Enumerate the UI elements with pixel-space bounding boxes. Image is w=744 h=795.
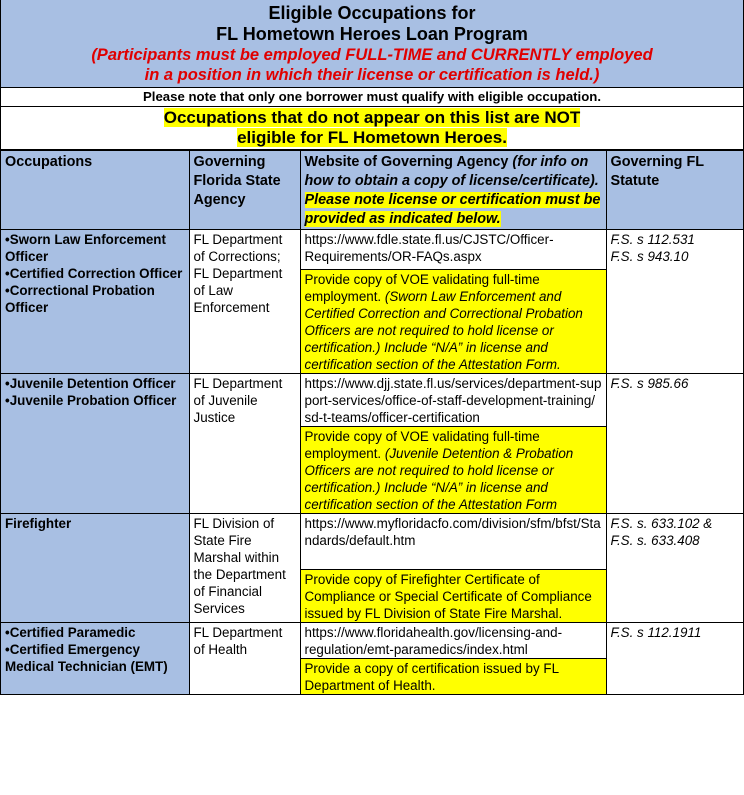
subtitle-line-2: in a position in which their license or certification is held.)	[144, 66, 600, 84]
website-header-highlight: Please note license or certification must be provided as indicated below.	[304, 192, 601, 227]
website-cell	[300, 230, 606, 374]
requirement-note	[301, 269, 606, 373]
occupation-item: •Juvenile Probation Officer	[5, 393, 177, 408]
col-header-website	[300, 151, 606, 230]
title-line-1: Eligible Occupations for	[268, 3, 476, 23]
table-row	[1, 623, 743, 695]
statute-item: F.S. s. 633.408	[610, 533, 700, 548]
requirement-text: Provide a copy of certification issued by FL Department of Health.	[304, 661, 559, 693]
statute-item: F.S. s 112.1911	[610, 625, 702, 640]
requirement-note	[301, 658, 606, 694]
website-header-bold: Website of Governing Agency	[304, 154, 509, 170]
table-row	[1, 374, 743, 514]
requirement-italic-text: (Juvenile Detention & Probation Officers are not required to hold license or certification.) Include “N/A” in license and certification section of the Attestation Form	[304, 446, 574, 512]
statute-cell	[606, 230, 743, 374]
statute-cell	[606, 514, 743, 623]
title-band	[1, 0, 743, 88]
title-line-2: FL Hometown Heroes Loan Program	[216, 24, 528, 44]
agency-cell: FL Department of Juvenile Justice	[189, 374, 300, 514]
table-header-row	[1, 151, 743, 230]
statute-item: F.S. s 943.10	[610, 249, 689, 264]
agency-cell: FL Department of Health	[189, 623, 300, 695]
website-cell	[300, 623, 606, 695]
subtitle-line-1: (Participants must be employed FULL-TIME and CURRENTLY employed	[91, 46, 653, 64]
requirement-text: Provide copy of VOE validating full-time employment.	[304, 272, 540, 304]
statute-cell	[606, 623, 743, 695]
requirement-text: Provide copy of Firefighter Certificate of Compliance or Special Certificate of Compliance issued by FL Division of State Fire Marshal.	[304, 572, 592, 621]
statute-item: F.S. s 112.531	[610, 232, 695, 247]
agency-url-link[interactable]: https://www.fdle.state.fl.us/CJSTC/Officer-Requirements/OR-FAQs.aspx	[304, 232, 554, 264]
agency-url-link[interactable]: https://www.floridahealth.gov/licensing-and-regulation/emt-paramedics/index.html	[304, 625, 563, 657]
col-header-statute: Governing FL Statute	[606, 151, 743, 230]
website-cell	[300, 374, 606, 514]
occupations-table	[1, 150, 743, 695]
agency-url-link[interactable]: https://www.djj.state.fl.us/services/department-support-services/office-of-staff-development-training/sd-t-teams/officer-certification	[304, 376, 602, 425]
agency-url-link[interactable]: https://www.myfloridacfo.com/division/sfm/bfst/Standards/default.htm	[304, 516, 601, 548]
statute-item: F.S. s. 633.102 &	[610, 516, 713, 531]
occupation-cell	[1, 230, 189, 374]
occupation-item: •Certified Emergency Medical Technician (EMT)	[5, 642, 168, 674]
col-header-occupations: Occupations	[1, 151, 189, 230]
borrower-note: Please note that only one borrower must qualify with eligible occupation.	[1, 88, 743, 107]
statute-cell	[606, 374, 743, 514]
requirement-italic-text: (Sworn Law Enforcement and Certified Correction and Correctional Probation Officers are not required to hold license or certification.) Include “N/A” in license and certification section of the Attestation Form.	[304, 289, 583, 372]
requirement-text: Provide copy of VOE validating full-time employment.	[304, 429, 540, 461]
agency-cell: FL Division of State Fire Marshal within the Department of Financial Services	[189, 514, 300, 623]
occupation-item: •Certified Correction Officer	[5, 266, 183, 281]
occupation-cell	[1, 623, 189, 695]
occupation-item: •Certified Paramedic	[5, 625, 136, 640]
col-header-agency: Governing Florida State Agency	[189, 151, 300, 230]
agency-cell: FL Department of Corrections; FL Department of Law Enforcement	[189, 230, 300, 374]
occupation-item: •Sworn Law Enforcement Officer	[5, 232, 166, 264]
eligibility-warning	[1, 107, 743, 150]
occupation-cell	[1, 374, 189, 514]
table-row	[1, 514, 743, 623]
warning-line-1: Occupations that do not appear on this list are NOT	[163, 108, 581, 127]
table-row	[1, 230, 743, 374]
occupation-cell	[1, 514, 189, 623]
occupation-item: •Correctional Probation Officer	[5, 283, 155, 315]
statute-item: F.S. s 985.66	[610, 376, 689, 391]
requirement-note	[301, 569, 606, 622]
occupation-item: •Juvenile Detention Officer	[5, 376, 176, 391]
occupation-item: Firefighter	[5, 516, 72, 531]
requirement-note	[301, 426, 606, 513]
website-header-italic: (for info on how to obtain a copy of license/certificate).	[304, 154, 599, 189]
website-cell	[300, 514, 606, 623]
warning-line-2: eligible for FL Hometown Heroes.	[237, 128, 507, 147]
